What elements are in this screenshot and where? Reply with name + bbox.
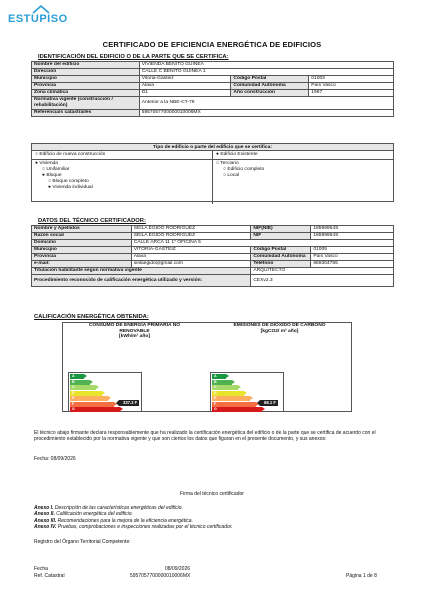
- value: ARQUITECTO: [251, 268, 394, 275]
- grade-bar-e: E: [70, 396, 108, 401]
- emisiones-unit: [kgCO2/ m² año]: [260, 328, 299, 334]
- grade-bar-b: B: [212, 380, 232, 385]
- emisiones-title: EMISIONES DE DIÓXIDO DE CARBONO: [233, 323, 326, 328]
- option-edificio-completo[interactable]: ○ Edificio completo: [223, 167, 265, 172]
- value: CALLE C BENITO GUINEA 1: [139, 69, 393, 76]
- label: Código Postal: [231, 76, 309, 83]
- section-calificacion: CALIFICACIÓN ENERGÉTICA OBTENIDA:: [34, 314, 149, 320]
- label: Titulación habilitante según normativa vigente: [32, 268, 251, 275]
- emisiones-heading: [207, 323, 352, 334]
- value: País Vasco: [309, 83, 394, 90]
- label: Código Postal: [251, 247, 311, 254]
- value: D1: [139, 90, 231, 97]
- label: e-mail:: [32, 261, 132, 268]
- fecha-text: Fecha: 08/09/2026: [34, 456, 76, 462]
- anexos-list: [34, 505, 384, 531]
- label: Año construcción: [231, 90, 309, 97]
- value: 01005: [311, 247, 394, 254]
- value: CEXv2.3: [251, 275, 394, 287]
- identificacion-table: [31, 61, 394, 117]
- value: 1967: [309, 90, 394, 97]
- grade-bar-b: B: [70, 380, 90, 385]
- grade-bar-f: F: [212, 402, 256, 407]
- value: SEILA EGIDO RODRIGUEZ: [131, 233, 251, 240]
- declaracion-text: El técnico abajo firmante declara responsablemente que ha realizado la certificación energética del edificio o de la parte que se certifica de acuerdo con el procedimiento establecido por la normativa vigente y que son ciertos los datos que figuran en el presente documento, y sus anexos:: [34, 430, 376, 443]
- firma-label: Firma del técnico certificador: [180, 491, 244, 497]
- label: Teléfono: [251, 261, 311, 268]
- footer-page: Página 1 de 8: [346, 573, 377, 579]
- value: Álava: [131, 254, 251, 261]
- label: Municipio: [32, 247, 132, 254]
- label: Nombre del edificio: [32, 62, 140, 69]
- document-title: CERTIFICADO DE EFICIENCIA ENERGÉTICA DE EDIFICIOS: [102, 40, 322, 49]
- label: Referencia/s catastral/es: [32, 110, 140, 117]
- footer-ref-value: 5957057700000010006MX: [130, 573, 191, 579]
- option-bloque-completo[interactable]: ○ Bloque completo: [48, 179, 89, 184]
- grade-bar-g: G: [70, 407, 120, 412]
- value: 18599954S: [311, 226, 394, 233]
- option-nueva-construccion[interactable]: ○ Edificio de nueva construcción: [35, 152, 106, 157]
- section-identificacion: IDENTIFICACIÓN DEL EDIFICIO O DE LA PARTE QUE SE CERTIFICA:: [38, 54, 229, 60]
- option-vivienda-individual[interactable]: ● Vivienda individual: [48, 185, 93, 190]
- label: Razón social: [32, 233, 132, 240]
- label: Comunidad Autónoma: [251, 254, 311, 261]
- section-tecnico: DATOS DEL TÉCNICO CERTIFICADOR:: [38, 218, 146, 224]
- value: 18599954S: [311, 233, 394, 240]
- label: Zona climática: [32, 90, 140, 97]
- value: Álava: [139, 83, 231, 90]
- label: Provincia: [32, 254, 132, 261]
- label: Nombre y Apellidos: [32, 226, 132, 233]
- value: 659304755: [311, 261, 394, 268]
- label: Procedimiento reconocido de calificación energética utilizado y versión:: [32, 275, 251, 287]
- anexo-item: Anexo IV. Pruebas, comprobaciones e inspecciones realizadas por el técnico certificador.: [34, 524, 233, 531]
- tipo-edificio-box: [31, 143, 394, 202]
- grade-bar-e: E: [212, 396, 250, 401]
- grade-bar-c: C: [70, 385, 96, 390]
- value: seilaegido@gmail.com: [131, 261, 251, 268]
- anexo-item: Anexo I. Descripción de las características energéticas del edificio.: [34, 505, 183, 511]
- value: VITORIA-GASTEIZ: [131, 247, 251, 254]
- consumo-scale: [68, 372, 142, 412]
- consumo-title: CONSUMO DE ENERGÍA PRIMARIA NO RENOVABLE: [88, 323, 181, 334]
- label: Dirección: [32, 69, 140, 76]
- grade-bar-a: A: [212, 374, 226, 379]
- anexo-item: Anexo II. Calificación energética del edificio.: [34, 511, 133, 518]
- logo-text: ESTUPISO: [8, 13, 68, 25]
- label: Provincia: [32, 83, 140, 90]
- option-terciario[interactable]: ○ Terciario: [216, 161, 239, 166]
- label: NIF: [251, 233, 311, 240]
- grade-bar-a: A: [70, 374, 84, 379]
- value: VIVIENDA BENITO GUINEA: [139, 62, 393, 69]
- consumo-unit: [kWh/m² año]: [119, 334, 150, 340]
- tecnico-table: [31, 225, 394, 287]
- option-vivienda[interactable]: ● Vivienda: [35, 161, 58, 166]
- footer-ref-label: Ref. Catastral: [34, 573, 65, 579]
- label: NIF(NIE): [251, 226, 311, 233]
- label: Comunidad Autónoma: [231, 83, 309, 90]
- tipo-heading: Tipo de edificio o parte del edificio que se certifica:: [32, 144, 393, 151]
- grade-bar-c: C: [212, 385, 238, 390]
- value: País Vasco: [311, 254, 394, 261]
- consumo-rating-indicator: [119, 400, 139, 406]
- anexo-item: Anexo III. Recomendaciones para la mejora de la eficiencia energética.: [34, 517, 193, 524]
- value: Anterior a la NBE-CT-79: [139, 97, 393, 110]
- value: SEILA EGIDO RODRIGUEZ: [131, 226, 251, 233]
- emisiones-rating-indicator: [260, 400, 278, 406]
- logo: [8, 5, 70, 31]
- option-bloque[interactable]: ● Bloque: [42, 173, 62, 178]
- grade-bar-g: G: [212, 407, 262, 412]
- label: Normativa vigente (construcción / rehabilitación): [32, 97, 140, 110]
- emisiones-value: 68.1 F: [264, 400, 276, 405]
- option-unifamiliar[interactable]: ○ Unifamiliar: [42, 167, 70, 172]
- grade-bar-d: D: [212, 391, 244, 396]
- label: Municipio: [32, 76, 140, 83]
- consumo-heading: [62, 323, 207, 340]
- value: Vitoria-Gasteiz: [139, 76, 231, 83]
- option-local[interactable]: ○ Local: [223, 173, 240, 178]
- consumo-value: 337.3 F: [123, 400, 138, 405]
- grade-bar-d: D: [70, 391, 102, 396]
- emisiones-scale: [210, 372, 284, 412]
- registro-label: Registro del Órgano Territorial Competente:: [34, 539, 131, 545]
- value: CALLE ARCA 11 1º OFICINA 5: [131, 240, 393, 247]
- option-edificio-existente[interactable]: ● Edificio Existente: [212, 151, 393, 159]
- footer-fecha-label: Fecha: [34, 566, 48, 572]
- value: 5957057700000010006MX: [139, 110, 393, 117]
- footer-fecha-value: 08/09/2026: [165, 566, 191, 572]
- grade-bar-f: F: [70, 402, 114, 407]
- value: 01003: [309, 76, 394, 83]
- label: Domicilio: [32, 240, 132, 247]
